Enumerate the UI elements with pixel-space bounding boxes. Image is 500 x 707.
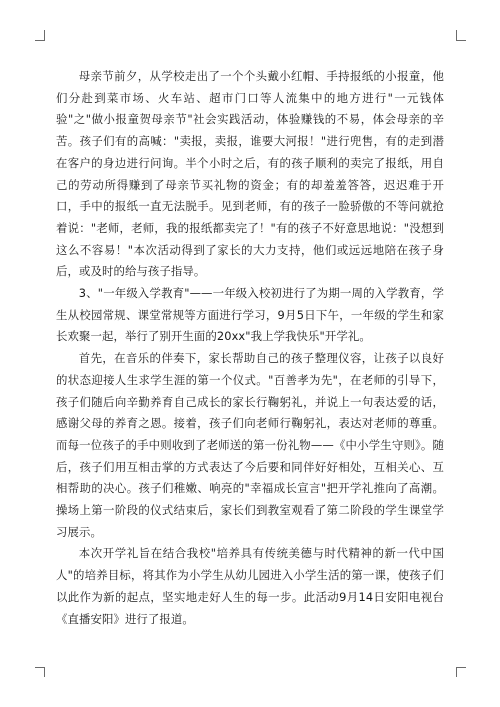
paragraph-ceremony: 首先，在音乐的伴奏下，家长帮助自己的孩子整理仪容，让孩子以良好的状态迎接人生求学生涯的第一个仪式。"百善孝为先"，在老师的引导下，孩子们随后向辛勤养育自己成长的家长行鞠躬礼，并说上一句表达爱的话，感谢父母的养育之恩。接着，孩子们向老师行鞠躬礼，表达对老师的尊重。而每一位孩子的手中则收到了老师送的第一份礼物——《中小学生守则》。随后，孩子们用互相击掌的方式表达了今后要和同伴好好相处，互相关心、互相帮助的决心。孩子们稚嫩、响亮的"幸福成长宣言"把开学礼推向了高潮。操场上第一阶段的仪式结束后，家长们到教室观看了第二阶段的学生课堂学习展示。 [56,351,444,539]
crop-mark-top-left-v [44,30,45,40]
crop-mark-top-right-h [456,40,466,41]
paragraph-mothers-day: 母亲节前夕，从学校走出了一个个头戴小红帽、手持报纸的小报童，他们分赴到菜市场、火车站、超市门口等人流集中的地方进行"一元钱体验"之"做小报童贺母亲节"社会实践活动，体验赚钱的不易，体会母亲的辛苦。孩子们有的高喊："卖报，卖报，谁要大河报！"进行兜售，有的走到潜在客户的身边进行问询。半个小时之后，有的孩子顺利的卖完了报纸，用自己的劳动所得赚到了母亲节买礼物的资金；有的却羞羞答答，迟迟难于开口，手中的报纸一直无法脱手。见到老师，有的孩子一脸骄傲的不等问就抢着说："老师，老师，我的报纸都卖完了！"有的孩子不好意思地说："没想到这么不容易！"本次活动得到了家长的大力支持，他们或远远地陪在孩子身后，或及时的给与孩子指导。 [56,69,444,279]
document-body [56,66,444,630]
crop-mark-bottom-left-v [44,667,45,677]
crop-mark-bottom-right-h [456,667,466,668]
crop-mark-bottom-right-v [456,667,457,677]
crop-mark-top-right-v [456,30,457,40]
paragraph-summary: 本次开学礼旨在结合我校"培养具有传统美德与时代精神的新一代中国人"的培养目标，将其作为小学生从幼儿园进入小学生活的第一课，使孩子们以此作为新的起点，坚实地走好人生的每一步。此活动9月14日安阳电视台《直播安阳》进行了报道。 [56,546,444,626]
crop-mark-top-left-h [35,40,45,41]
paragraph-enrollment-education: 3、"一年级入学教育"——一年级入校初进行了为期一周的入学教育，学生从校园常规、课堂常规等方面进行学习，9月5日下午，一年级的学生和家长欢聚一起，举行了别开生面的20xx"我上学我快乐"开学礼。 [56,286,444,344]
